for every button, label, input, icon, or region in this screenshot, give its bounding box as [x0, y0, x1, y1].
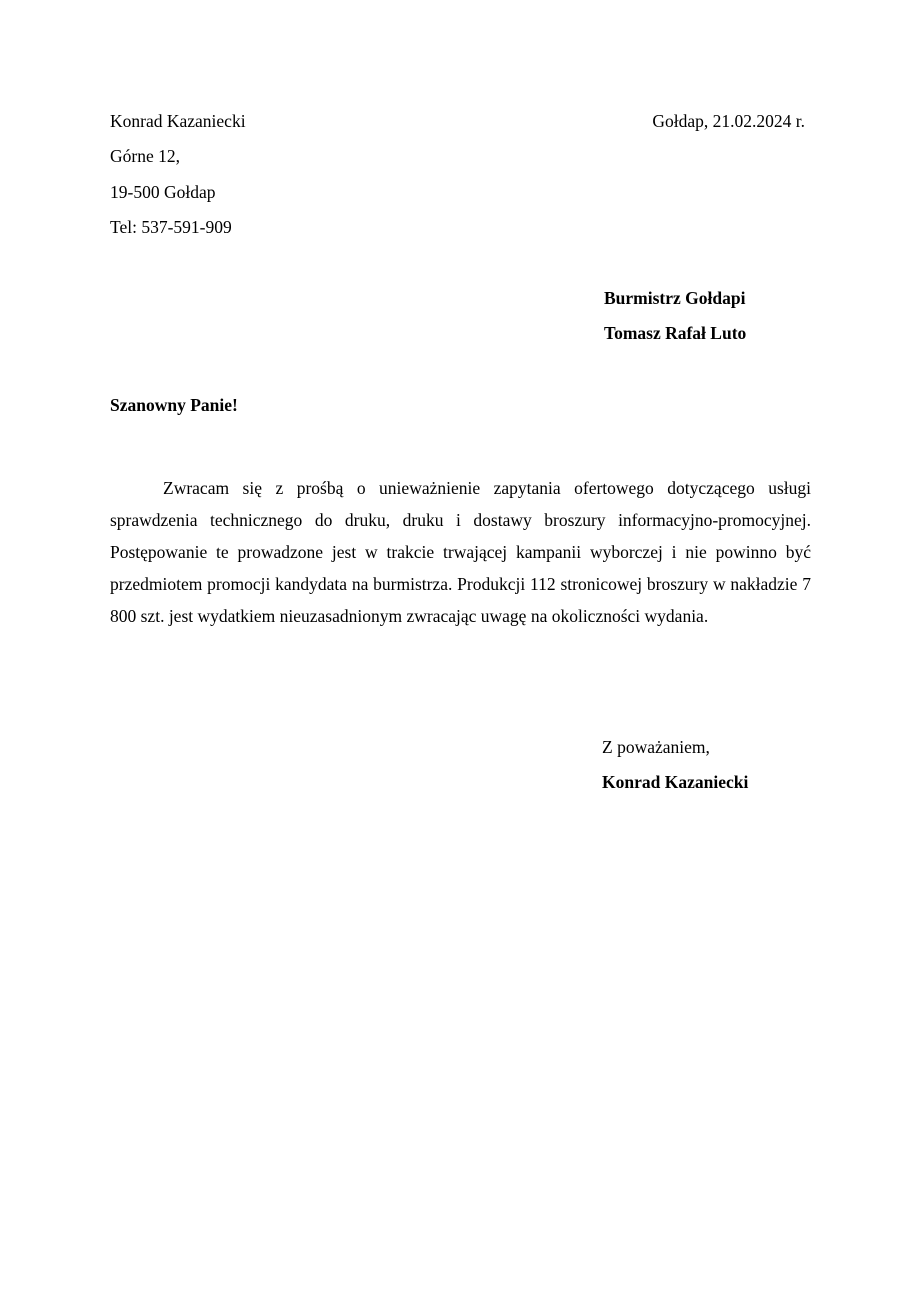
recipient-name: Tomasz Rafał Luto: [604, 323, 747, 343]
salutation: Szanowny Panie!: [110, 395, 238, 415]
signature-name: Konrad Kazaniecki: [602, 772, 749, 792]
sender-street: Górne 12,: [110, 146, 180, 166]
letter-body: Zwracam się z prośbą o unieważnienie zapytania ofertowego dotyczącego usługi sprawdzenia technicznego do druku, druku i dostawy broszury informacyjno-promocyjnej. Postępowanie te prowadzone jest w trakcie trwającej kampanii wyborczej i nie powinno być przedmiotem promocji kandydata na burmistrza. Produkcji 112 stronicowej broszury w nakładzie 7 800 szt. jest wydatkiem nieuzasadnionym zwracając uwagę na okoliczności wydania.: [110, 478, 811, 626]
recipient-title: Burmistrz Gołdapi: [604, 288, 746, 308]
sender-phone: Tel: 537-591-909: [110, 217, 232, 237]
place-date: Gołdap, 21.02.2024 r.: [652, 111, 805, 131]
closing-regards: Z poważaniem,: [602, 737, 710, 757]
sender-name: Konrad Kazaniecki: [110, 111, 246, 131]
sender-postal-city: 19-500 Gołdap: [110, 182, 216, 202]
